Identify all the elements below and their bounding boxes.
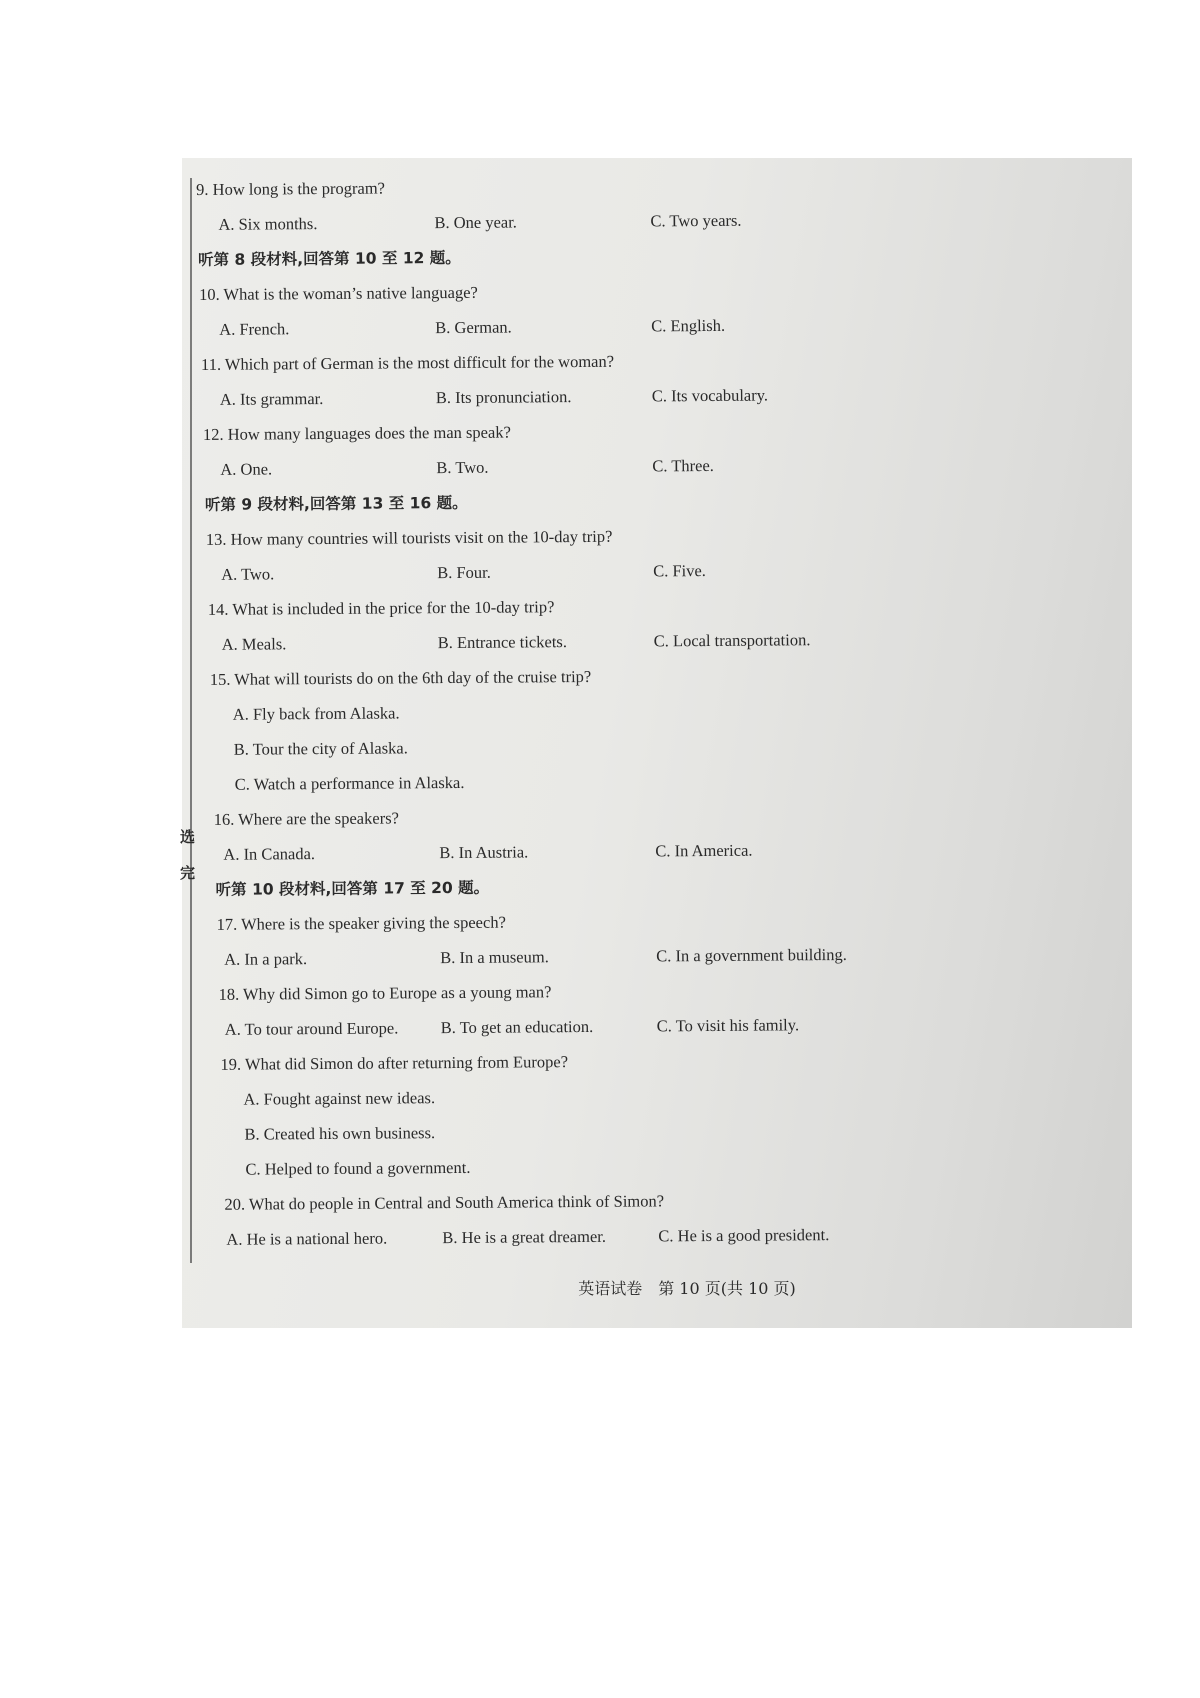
answer-option-a: A. Two. (221, 564, 275, 584)
question-text: 12. How many languages does the man speak? (202, 422, 511, 444)
answer-option-a: A. One. (220, 459, 273, 479)
question-text: 15. What will tourists do on the 6th day of the cruise trip? (209, 666, 592, 689)
answer-option-c: C. In America. (655, 840, 753, 861)
question-text: 18. Why did Simon go to Europe as a young man? (218, 982, 552, 1004)
question-list (196, 165, 1104, 1257)
question-text: 11. Which part of German is the most difficult for the woman? (200, 351, 615, 374)
answer-option-b: B. Entrance tickets. (437, 632, 567, 653)
answer-option-b: B. One year. (434, 212, 517, 233)
question-text: 13. How many countries will tourists visit on the 10-day trip? (205, 526, 613, 549)
answer-option: C. Watch a performance in Alaska. (234, 772, 465, 794)
answer-option: B. Created his own business. (244, 1123, 436, 1144)
question-text: 14. What is included in the price for the 10-day trip? (207, 597, 555, 619)
answer-option-c: C. Its vocabulary. (651, 385, 769, 406)
page-footer: 英语试卷 第 10 页(共 10 页) (578, 1279, 796, 1298)
section-heading: 听第 9 段材料,回答第 13 至 16 题。 (204, 493, 468, 514)
answer-option-c: C. English. (651, 315, 726, 336)
answer-option: B. Tour the city of Alaska. (233, 738, 408, 759)
answer-option-b: B. Its pronunciation. (435, 387, 572, 408)
answer-option-b: B. He is a great dreamer. (442, 1226, 607, 1248)
answer-option-b: B. To get an education. (440, 1016, 594, 1038)
answer-option-a: A. Meals. (221, 634, 287, 654)
answer-option-a: A. French. (219, 319, 290, 339)
answer-option-a: A. In a park. (224, 949, 308, 969)
answer-option-c: C. Local transportation. (653, 630, 811, 651)
answer-option: A. Fly back from Alaska. (232, 703, 400, 724)
section-heading: 听第 10 段材料,回答第 17 至 20 题。 (215, 878, 490, 899)
answer-option-c: C. Five. (653, 561, 706, 581)
answer-option: A. Fought against new ideas. (243, 1088, 436, 1109)
answer-option: C. Helped to found a government. (245, 1157, 471, 1179)
question-text: 19. What did Simon do after returning from Europe? (220, 1052, 569, 1074)
binding-margin-line (190, 178, 192, 1263)
answer-option-a: A. Six months. (218, 214, 318, 234)
answer-option-c: C. He is a good president. (658, 1225, 830, 1246)
question-text: 9. How long is the program? (196, 178, 386, 199)
answer-option-a: A. To tour around Europe. (224, 1018, 399, 1039)
answer-options (204, 1215, 1104, 1257)
answer-option-c: C. In a government building. (656, 944, 847, 966)
answer-option-a: A. Its grammar. (219, 389, 324, 409)
exam-page-photo (182, 158, 1132, 1328)
question-text: 20. What do people in Central and South America think of Simon? (224, 1191, 665, 1214)
margin-char: 完 (180, 864, 196, 882)
question-text: 17. Where is the speaker giving the speech? (216, 912, 506, 934)
answer-option-b: B. Four. (437, 562, 491, 583)
answer-option-c: C. Three. (652, 455, 714, 476)
answer-option-c: C. Two years. (650, 210, 742, 231)
section-heading: 听第 8 段材料,回答第 10 至 12 题。 (198, 248, 461, 269)
margin-char: 选 (180, 828, 196, 846)
answer-option-b: B. Two. (436, 457, 489, 478)
answer-option-b: B. In Austria. (439, 842, 529, 863)
answer-option-b: B. In a museum. (440, 947, 549, 968)
question-text: 16. Where are the speakers? (213, 808, 399, 829)
answer-option-c: C. To visit his family. (656, 1015, 800, 1036)
question-text: 10. What is the woman’s native language? (198, 282, 478, 304)
answer-option-a: A. He is a national hero. (226, 1228, 388, 1249)
answer-option-b: B. German. (435, 317, 512, 338)
answer-option-a: A. In Canada. (223, 844, 316, 864)
